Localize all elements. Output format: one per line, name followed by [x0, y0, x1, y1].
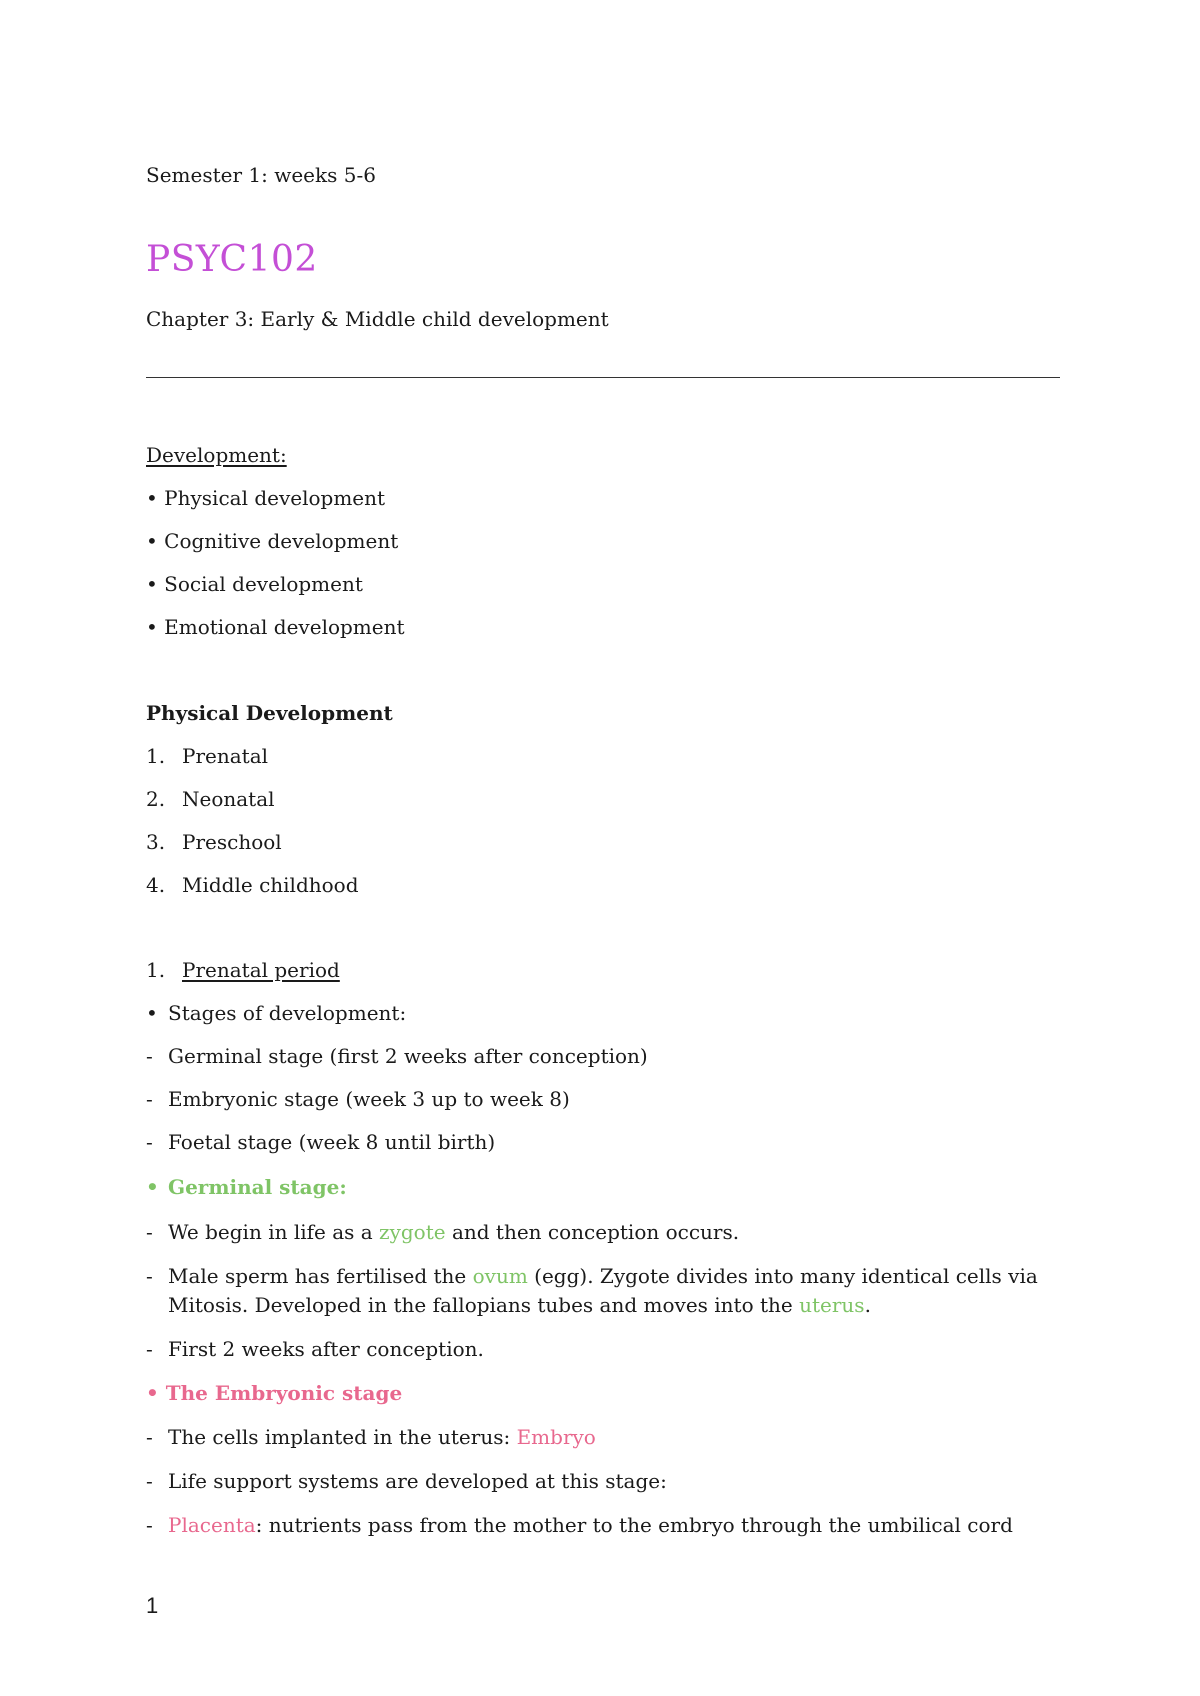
- list-item: - The cells implanted in the uterus: Embryo: [146, 1425, 596, 1449]
- list-item: - Foetal stage (week 8 until birth): [146, 1130, 496, 1154]
- course-title: PSYC102: [146, 239, 318, 280]
- list-item: - First 2 weeks after conception.: [146, 1337, 484, 1361]
- highlight-uterus: uterus: [799, 1293, 865, 1317]
- development-heading: Development:: [146, 443, 287, 467]
- list-item: - Placenta: nutrients pass from the mother to the embryo through the umbilical cord: [146, 1513, 1013, 1537]
- highlight-placenta: Placenta: [168, 1513, 256, 1537]
- list-item-continuation: Mitosis. Developed in the fallopians tubes and moves into the uterus.: [168, 1293, 871, 1317]
- stages-label: • Stages of development:: [146, 1001, 407, 1025]
- list-item: • Physical development: [146, 486, 386, 510]
- highlight-embryo: Embryo: [516, 1425, 596, 1449]
- germinal-stage-heading: • Germinal stage:: [146, 1175, 347, 1199]
- list-item: 3. Preschool: [146, 830, 282, 854]
- highlight-ovum: ovum: [472, 1264, 528, 1288]
- list-item: - Male sperm has fertilised the ovum (egg). Zygote divides into many identical cells via: [146, 1264, 1038, 1288]
- page-number: 1: [146, 1593, 159, 1618]
- list-item: - Life support systems are developed at this stage:: [146, 1469, 667, 1493]
- prenatal-heading: 1. Prenatal period: [146, 958, 340, 982]
- highlight-zygote: zygote: [379, 1220, 446, 1244]
- list-item: • Emotional development: [146, 615, 405, 639]
- embryonic-stage-heading: • The Embryonic stage: [146, 1381, 403, 1405]
- list-item: - Embryonic stage (week 3 up to week 8): [146, 1087, 570, 1111]
- list-item: - We begin in life as a zygote and then conception occurs.: [146, 1220, 740, 1244]
- physical-development-heading: Physical Development: [146, 701, 393, 725]
- list-item: - Germinal stage (first 2 weeks after conception): [146, 1044, 648, 1068]
- horizontal-rule: [146, 377, 1060, 378]
- list-item: 2. Neonatal: [146, 787, 275, 811]
- chapter-title: Chapter 3: Early & Middle child development: [146, 307, 609, 331]
- semester-label: Semester 1: weeks 5-6: [146, 163, 376, 187]
- list-item: • Social development: [146, 572, 363, 596]
- list-item: 1. Prenatal: [146, 744, 269, 768]
- list-item: • Cognitive development: [146, 529, 399, 553]
- list-item: 4. Middle childhood: [146, 873, 359, 897]
